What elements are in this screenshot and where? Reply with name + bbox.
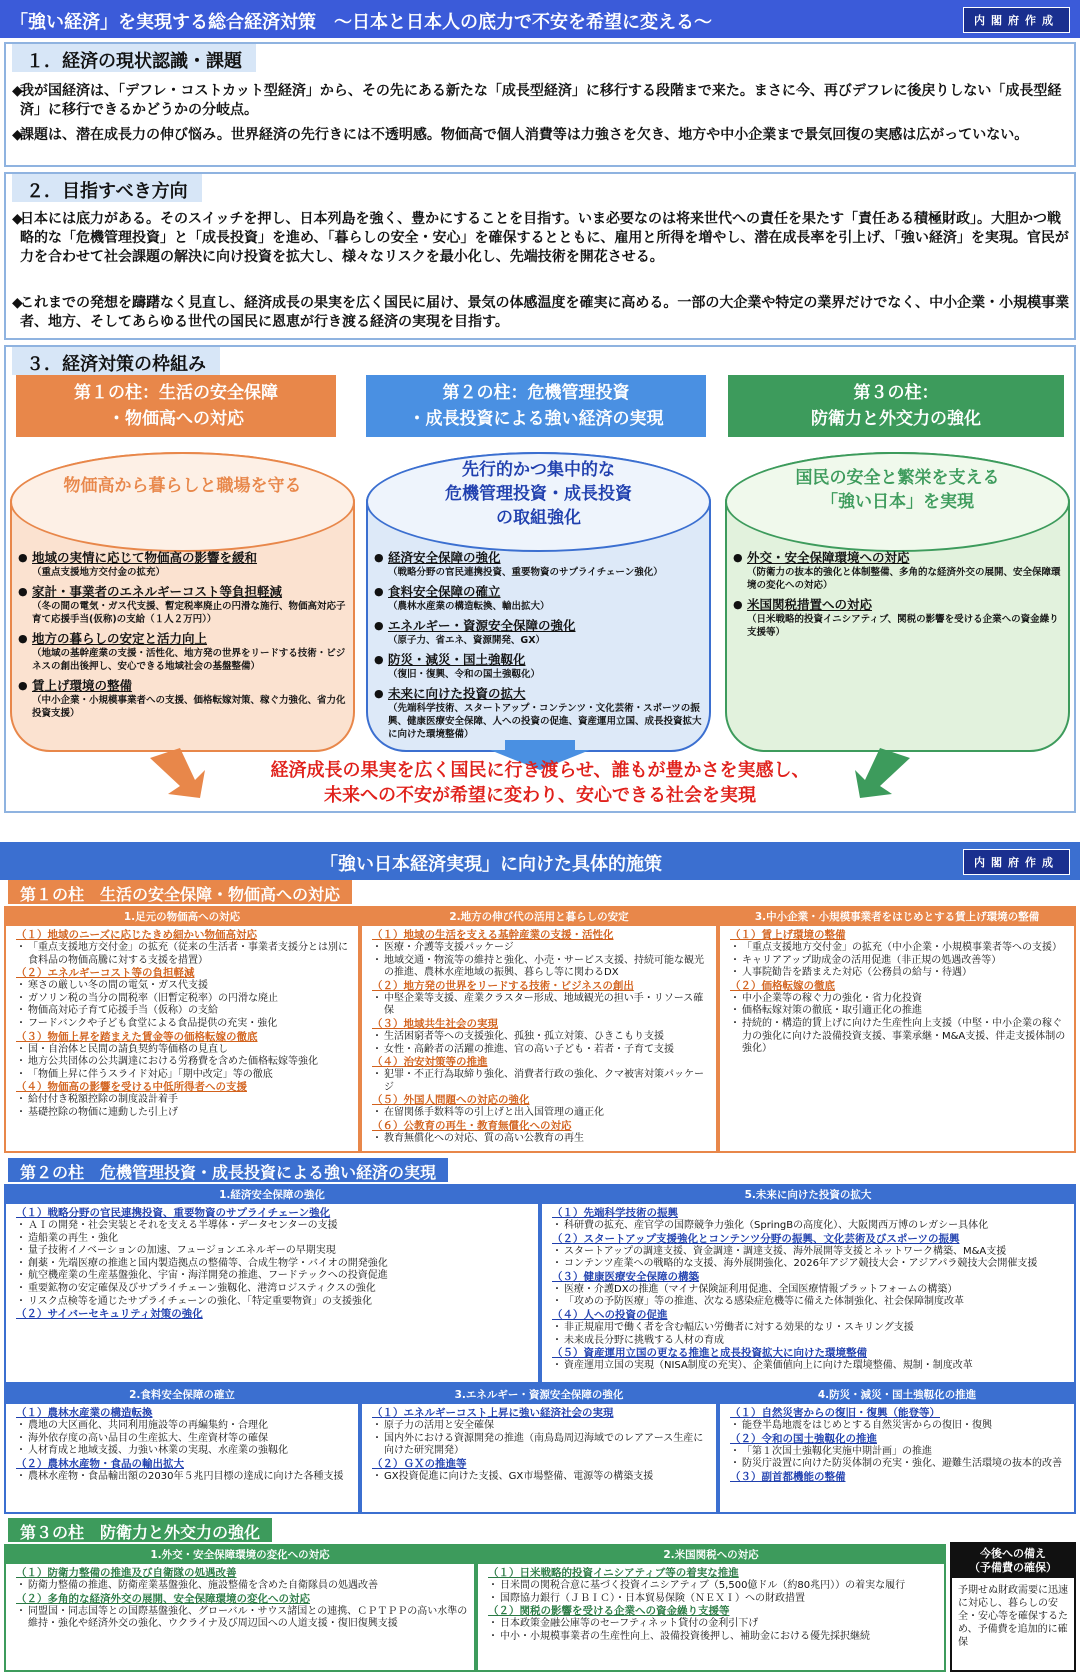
cabinet-office-badge-2: 内閣府作成 [963, 849, 1070, 875]
s1-bullet-1: ◆ 我が国経済は、「デフレ・コストカット型経済」から、その先にある新たな「成長型経済」に移行する段階まで来た。まさに今、再びデフレに後戻りしない「成長型経済」に移行できるかどうかの分岐点。 [12, 83, 1062, 118]
p1-col-1: 1.足元の物価高への対応 （１）地域のニーズに応じたきめ細かい物価高対応 ・ 「重点支援地方交付金」の拡充（従来の生活者・事業者支援分とは別に食料品の物価高騰に対する支援を措置） （２）エネルギーコスト等の負担軽減 ・ 寒さの厳しい冬の間の電気・ガス代支援 ・ ガソリン税の当分の間税率（旧暫定税率）の円滑な廃止 ・ 物価高対応子育て応援手当（仮称）の支給 ・ フードバンクや子ども食堂による食品提供の充実・強化 （３）物価上昇を踏まえた賃金等の価格転嫁の徹底 ・ 国・自治体と民間の請負契約等価格の見直し ・ 地方公共団体の公共調達における労務費を含めた価格転嫁等強化 ・ 「物価上昇に伴うスライド対応」「期中改定」等の徹底 （４）物価高の影響を受ける中低所得者への支援 ・ 給付付き税額控除の制度設計着手 ・ 基礎控除の物価に連動した引上げ [4, 906, 360, 1153]
s2-bullet-2: ◆ これまでの発想を躊躇なく見直し、経済成長の果実を広く国民に届け、景気の体感温度を確実に高める。一部の大企業や特定の業界だけでなく、中小企業・小規模事業者、地方、そしてあらゆる世代の国民に恩恵が行き渡る経済の実現を目指す。 [12, 295, 1070, 330]
s1-bullet-2: ◆ 課題は、潜在成長力の伸び悩み。世界経済の先行きには不透明感。物価高で個人消費等は力強さを欠き、地方や中小企業まで景気回復の実感は広がっていない。 [12, 127, 1029, 143]
pillar-1-title: 第１の柱：生活の安全保障 ・物価高への対応 [16, 375, 336, 437]
p1-item: ● 地方の暮らしの安定と活力向上 （地域の基幹産業の支援・活性化、地方発の世界をリードする技術・ビジネスの創出後押し、安心できる地域社会の基盤整備） [18, 631, 349, 673]
section-2 [4, 172, 1076, 340]
pillar-1-label: 第１の柱 生活の安全保障・物価高への対応 [8, 880, 352, 904]
pillar-2-label: 第２の柱 危機管理投資・成長投資による強い経済の実現 [8, 1158, 448, 1182]
p2-item: ● 食料安全保障の確立 （農林水産業の構造転換、輸出拡大） [374, 584, 705, 613]
section-3-heading: ３．経済対策の枠組み [12, 347, 220, 375]
future-reserve-title: 今後への備え （予備費の確保） [952, 1544, 1074, 1578]
future-reserve-text: 予期せぬ財政需要に迅速に対応し、暮らしの安全・安心等を確保するため、予備費を追加的に確保 [958, 1585, 1068, 1648]
p1-item: ● 家計・事業者のエネルギーコスト等負担軽減 （冬の間の電気・ガス代支援、暫定税率廃止の円滑な施行、物価高対応子育て応援手当(仮称)の支給（１人２万円）） [18, 584, 349, 626]
p2-col-1: 1.経済安全保障の強化 （１）戦略分野の官民連携投資、重要物資のサプライチェーン強化 ・ ＡＩの開発・社会実装とそれを支える半導体・データセンターの支援 ・ 造船業の再生・強化 ・ 量子技術イノベーションの加速、フュージョンエネルギーの早期実現 ・ 創薬・先端医療の推進と国内製造拠点の整備等、合成生物学・バイオの開発強化 ・ 航空機産業の生産基盤強化、宇宙・海洋開発の推進、フードテックへの投資促進 ・ 重要鉱物の安定確保及びサプライチェーン強靱化、港湾ロジスティクスの強化 ・ リスク点検等を通じたサプライチェーンの強化、「特定重要物資」の支援強化 （２）サイバーセキュリティ対策の強化 [4, 1184, 540, 1384]
pillar-3-label: 第３の柱 防衛力と外交力の強化 [8, 1518, 272, 1542]
p1-item: ● 地域の実情に応じて物価高の影響を緩和 （重点支援地方交付金の拡充） [18, 550, 349, 579]
p1-col-2: 2.地方の伸び代の活用と暮らしの安定 （１）地域の生活を支える基幹産業の支援・活性化 ・ 医療・介護等支援パッケージ ・ 地域交通・物流等の維持と強化、小売・サービス支援、持続可能な観光の推進、農林水産地域の振興、暮らし等に関わるDX （２）地方発の世界をリードする技術・ビジネスの創出 ・ 中堅企業等支援、産業クラスター形成、地域観光の担い手・リソース確保 （３）地域共生社会の実現 ・ 生活困窮者等への支援強化、孤独・孤立対策、ひきこもり支援 ・ 女性・高齢者の活躍の推進、官の高い子ども・若者・子育て支援 （４）治安対策等の推進 ・ 犯罪・不正行為取締り強化、消費者行政の強化、クマ被害対策パッケージ （５）外国人問題への対応の強化 ・ 在留関係手数料等の引上げと出入国管理の適正化 （６）公教育の再生・教育無償化への対応 ・ 教育無償化への対応、質の高い公教育の再生 [360, 906, 718, 1153]
p2-item: ● 防災・減災・国土強靱化 （復旧・復興、令和の国土強靱化） [374, 652, 705, 681]
pillar-3-cylinder [725, 452, 1070, 752]
pillar-2-cylinder [366, 452, 711, 752]
cabinet-office-badge: 内閣府作成 [963, 7, 1070, 33]
p2-col-3: 3.エネルギー・資源安全保障の強化 （１）エネルギーコスト上昇に強い経済社会の実現 ・ 原子力の活用と安全確保 ・ 国内外における資源開発の推進（南鳥島周辺海域でのレアアース生産に向けた研究開発） （２）ＧＸの推進等 ・ GX投資促進に向けた支援、GX市場整備、電源等の構築支援 [360, 1384, 718, 1514]
pillar-3-title: 第３の柱： 防衛力と外交力の強化 [728, 375, 1064, 437]
s2-bullet-1: ◆ 日本には底力がある。そのスイッチを押し、日本列島を強く、豊かにすることを目指す。いま必要なのは将来世代への責任を果たす「責任ある積極財政」。大胆かつ戦略的な「危機管理投資」と「成長投資」を進め、「暮らしの安全・安心」を確保するとともに、雇用と所得を増やし、潜在成長率を引上げ、「強い経済」を実現。官民が力を合わせて社会課題の解決に向け投資を拡大し、様々なリスクを最小化し、先端技術を開花させる。 [12, 211, 1069, 265]
header-banner-bottom [0, 842, 1080, 880]
p3-item: ● 米国関税措置への対応 （日米戦略的投資イニシアティブ、関税の影響を受ける企業への資金繰り支援等） [733, 597, 1064, 639]
bottom-title: 「強い日本経済実現」に向けた具体的施策 [320, 854, 662, 875]
p1-col-3: 3.中小企業・小規模事業者をはじめとする賃上げ環境の整備 （１）賃上げ環境の整備 ・ 「重点支援地方交付金」の拡充（中小企業・小規模事業者等への支援） ・ キャリアアップ助成金の活用促進（非正規の処遇改善等） ・ 人事院勧告を踏まえた対応（公務員の給与・待遇） （２）価格転嫁の徹底 ・ 中小企業等の稼ぐ力の強化・省力化投資 ・ 価格転嫁対策の徹底・取引適正化の推進 ・ 持続的・構造的賃上げに向けた生産性向上支援（中堅・中小企業の稼ぐ力の強化に向けた設備投資支援、事業承継・M&A支援、伴走支援体制の強化） [718, 906, 1076, 1153]
section-2-heading: ２．目指すべき方向 [12, 174, 202, 202]
p3-col-2: 2.米国関税への対応 （１）日米戦略的投資イニシアティブ等の着実な推進 ・ 日米間の関税合意に基づく投資イニシアティブ（5,500億ドル（約80兆円））の着実な履行 ・ 国際協力銀行（ＪＢＩＣ）・日本貿易保険（ＮＥＸＩ）への財政措置 （２）関税の影響を受ける企業への資金繰り支援等 ・ 日本政策金融公庫等のセーフティネット貸付の金利引下げ ・ 中小・小規模事業者の生産性向上、設備投資後押し、補助金における優先採択継続 [476, 1544, 946, 1672]
p3-item: ● 外交・安全保障環境への対応 （防衛力の抜本的強化と体制整備、多角的な経済外交の展開、安全保障環境の変化への対応） [733, 550, 1064, 592]
pillar-1-cylinder [10, 452, 355, 752]
section-1 [4, 42, 1076, 167]
outcome-statement: 経済成長の果実を広く国民に行き渡らせ、誰もが豊かさを実感し、 未来への不安が希望に変わり、安心できる社会を実現 [270, 760, 810, 806]
pillar-2-title: 第２の柱：危機管理投資 ・成長投資による強い経済の実現 [366, 375, 706, 437]
p3-col-1: 1.外交・安全保障環境の変化への対応 （１）防衛力整備の推進及び自衛隊の処遇改善 ・ 防衛力整備の推進、防衛産業基盤強化、施設整備を含めた自衛隊員の処遇改善 （２）多角的な経済外交の展開、安全保障環境の変化への対応 ・ 同盟国・同志国等との国際基盤強化、グローバル・サウス諸国との連携、ＣＰＴＰＰの高い水準の維持・強化や経済外交の強化、ウクライナ及び周辺国への人道支援・復旧復興支援 [4, 1544, 476, 1672]
pillar-2-caption: 先行的かつ集中的な 危機管理投資・成長投資 の取組強化 [366, 452, 711, 552]
p2-item: ● 経済安全保障の強化 （戦略分野の官民連携投資、重要物資のサプライチェーン強化） [374, 550, 705, 579]
p2-col-4: 4.防災・減災・国土強靱化の推進 （１）自然災害からの復旧・復興（能登等） ・ 能登半島地震をはじめとする自然災害からの復旧・復興 （２）令和の国土強靱化の推進 ・ 「第１次国土強靱化実施中期計画」の推進 ・ 防災庁設置に向けた防災体制の充実・強化、避難生活環境の抜本的改善 （３）副首都機能の整備 [718, 1384, 1076, 1514]
p2-item: ● エネルギー・資源安全保障の強化 （原子力、省エネ、資源開発、GX） [374, 618, 705, 647]
section-1-heading: １．経済の現状認識・課題 [12, 44, 256, 72]
page-title: 「強い経済」を実現する総合経済対策 ～日本と日本人の底力で不安を希望に変える～ [10, 12, 712, 33]
p2-col-2: 2.食料安全保障の確立 （１）農林水産業の構造転換 ・ 農地の大区画化、共同利用施設等の再編集約・合理化 ・ 海外依存度の高い品目の生産拡大、生産資材等の確保 ・ 人材育成と地域支援、力強い林業の実現、水産業の強靱化 （２）農林水産物・食品の輸出拡大 ・ 農林水産物・食品輸出額の2030年５兆円目標の達成に向けた各種支援 [4, 1384, 360, 1514]
p1-item: ● 賃上げ環境の整備 （中小企業・小規模事業者への支援、価格転嫁対策、稼ぐ力強化、省力化投資支援） [18, 678, 349, 720]
pillar-1-caption: 物価高から暮らしと職場を守る [10, 452, 355, 552]
p2-col-5: 5.未来に向けた投資の拡大 （１）先端科学技術の振興 ・ 科研費の拡充、産官学の国際競争力強化（SpringBの高度化）、大阪関西万博のレガシー具体化 （２）スタートアップ支援強化とコンテンツ分野の振興、文化芸術及びスポーツの振興 ・ スタートアップの調達支援、資金調達・調達支援、海外展開等支援とネットワーク構築、M&A支援 ・ コンテンツ産業への戦略的な支援、海外展開強化、2026年アジア競技大会・アジアパラ競技大会開催支援 （３）健康医療安全保障の構築 ・ 医療・介護DXの推進（マイナ保険証利用促進、全国医療情報プラットフォームの構築） ・ 「攻めの予防医療」等の推進、次なる感染症危機等に備えた体制強化、社会保障制度改革 （４）人への投資の促進 ・ 非正規雇用で働く者を含む幅広い労働者に対する効果的なリ・スキリング支援 ・ 未来成長分野に挑戦する人材の育成 （５）資産運用立国の更なる推進と成長投資拡大に向けた環境整備 ・ 資産運用立国の実現（NISA制度の充実）、企業価値向上に向けた環境整備、規制・制度改革 [540, 1184, 1076, 1384]
future-reserve-box [950, 1542, 1076, 1672]
pillar-3-caption: 国民の安全と繁栄を支える 「強い日本」を実現 [725, 452, 1070, 552]
p2-item: ● 未来に向けた投資の拡大 （先端科学技術、スタートアップ・コンテンツ・文化芸術・スポーツの振興、健康医療安全保障、人への投資の促進、資産運用立国、成長投資拡大に向けた環境整備） [374, 686, 705, 741]
header-banner-top [0, 0, 1080, 38]
